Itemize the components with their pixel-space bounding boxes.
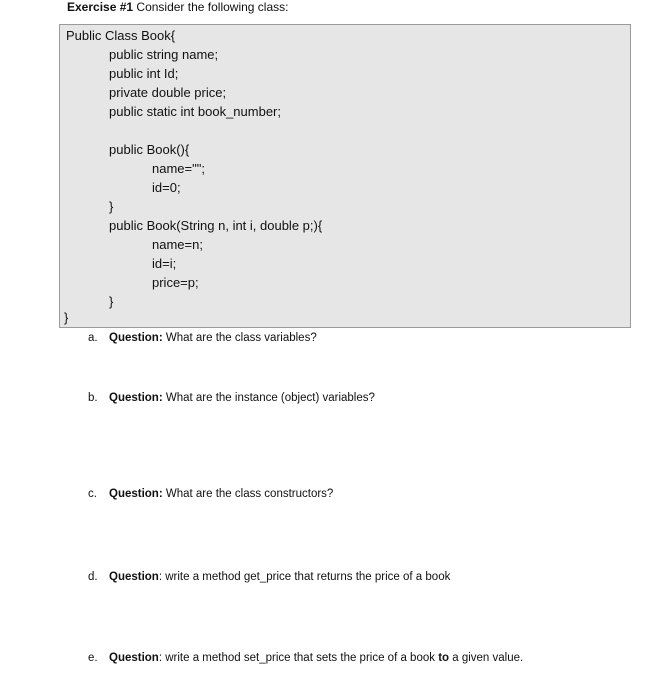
question-c [88, 487, 333, 501]
question-emphasis: to [438, 652, 450, 664]
question-letter: b. [88, 392, 98, 404]
question-label: Question: [109, 488, 163, 500]
code-line: } [109, 294, 114, 309]
code-line: name=n; [152, 237, 203, 252]
code-line: price=p; [152, 275, 199, 290]
question-letter: e. [88, 652, 98, 664]
question-text: What are the instance (object) variables? [162, 392, 375, 404]
question-text: : write a method get_price that returns the price of a book [158, 571, 451, 583]
code-line: public Book(){ [109, 142, 190, 157]
code-block [59, 24, 631, 328]
question-b [88, 391, 375, 405]
question-letter: a. [88, 332, 98, 344]
code-line: public int Id; [109, 66, 179, 81]
code-line: private double price; [109, 85, 227, 100]
question-text: What are the class constructors? [162, 488, 334, 500]
question-text: What are the class variables? [162, 332, 317, 344]
question-label: Question [109, 571, 159, 583]
code-line: public static int book_number; [109, 104, 281, 119]
code-line: } [109, 199, 114, 214]
code-line: public Book(String n, int i, double p;){ [109, 218, 323, 233]
question-text: : write a method set_price that sets the price of a book [158, 652, 439, 664]
question-label: Question: [109, 392, 163, 404]
code-line: id=0; [152, 180, 181, 195]
question-label: Question: [109, 332, 163, 344]
code-line: name=""; [152, 161, 205, 176]
exercise-title [67, 0, 288, 14]
question-e [88, 651, 523, 665]
question-label: Question [109, 652, 159, 664]
exercise-intro: Consider the following class: [133, 0, 289, 14]
question-text-after: a given value. [449, 652, 524, 664]
question-letter: d. [88, 571, 98, 583]
code-closing-brace: } [64, 310, 69, 325]
question-letter: c. [88, 488, 97, 500]
question-a [88, 331, 317, 345]
code-line: id=i; [152, 256, 177, 271]
question-d [88, 570, 450, 584]
code-line: Public Class Book{ [66, 28, 176, 43]
exercise-number: Exercise #1 [67, 0, 134, 14]
code-line: public string name; [109, 47, 219, 62]
